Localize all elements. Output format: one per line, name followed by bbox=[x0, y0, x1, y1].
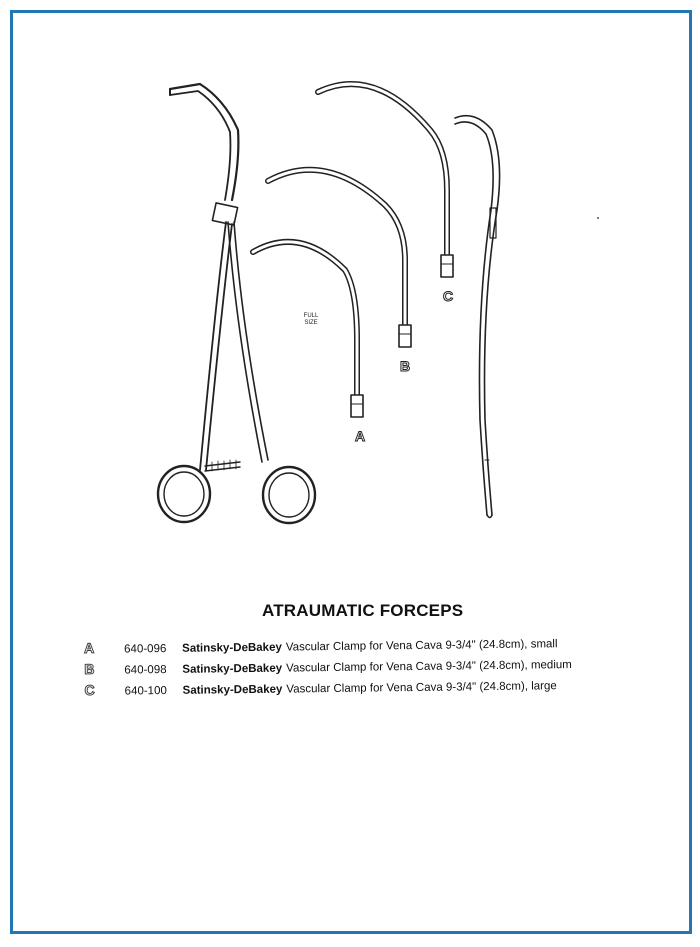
item-list bbox=[84, 633, 645, 703]
item-letter: A bbox=[84, 639, 95, 656]
item-letter: B bbox=[84, 660, 95, 677]
forceps-main bbox=[158, 84, 315, 523]
jaw-c bbox=[318, 84, 453, 277]
item-letter: C bbox=[84, 681, 95, 698]
item-name: Satinsky-DeBakey bbox=[182, 662, 283, 676]
full-size-line2: SIZE bbox=[304, 320, 318, 326]
jaw-a bbox=[253, 242, 363, 417]
item-catalog-number: 640-098 bbox=[124, 663, 167, 677]
full-size-note bbox=[296, 313, 326, 327]
item-name: Satinsky-DeBakey bbox=[182, 641, 282, 655]
full-size-line1: FULL bbox=[303, 313, 319, 319]
item-name: Satinsky-DeBakey bbox=[182, 683, 283, 697]
item-description: Vascular Clamp for Vena Cava 9-3/4" (24.8cm), medium bbox=[286, 659, 572, 675]
item-catalog-number: 640-100 bbox=[124, 684, 167, 698]
label-b: B bbox=[400, 358, 411, 374]
page-title: ATRAUMATIC FORCEPS bbox=[262, 601, 464, 620]
label-a: A bbox=[355, 428, 366, 444]
forceps-side-profile bbox=[455, 116, 500, 518]
item-description: Vascular Clamp for Vena Cava 9-3/4" (24.8cm), large bbox=[286, 680, 557, 696]
jaw-b bbox=[268, 170, 411, 347]
label-c: C bbox=[443, 288, 454, 304]
item-catalog-number: 640-096 bbox=[124, 642, 167, 656]
item-description: Vascular Clamp for Vena Cava 9-3/4" (24.8cm), small bbox=[285, 638, 558, 654]
